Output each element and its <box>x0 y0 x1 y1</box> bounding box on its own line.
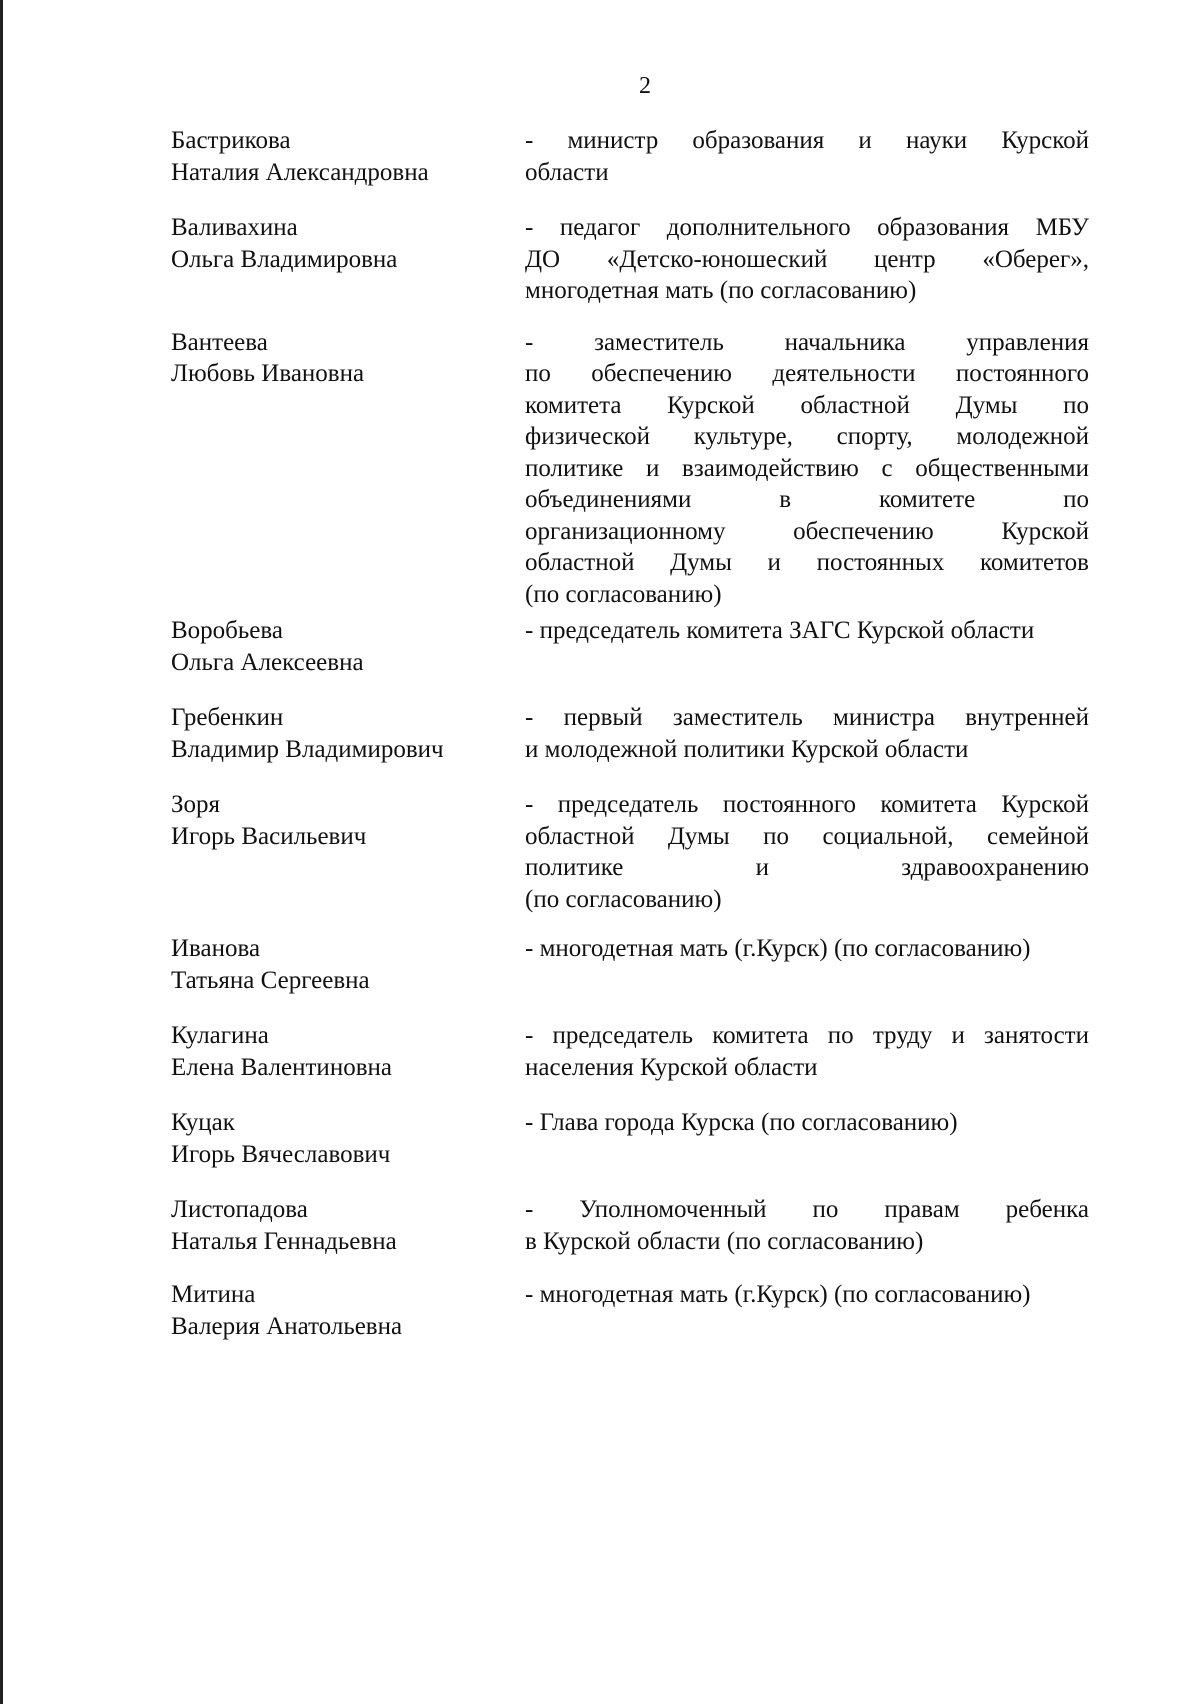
member-role <box>525 327 1089 611</box>
member-given-names: Наталия Александровна <box>171 158 429 186</box>
member-entry <box>171 125 1089 188</box>
member-surname: Иванова <box>171 935 261 962</box>
member-surname: Кулагина <box>171 1022 269 1049</box>
member-role <box>525 1107 1089 1139</box>
member-entry <box>171 789 1089 915</box>
member-entry <box>171 1279 1089 1342</box>
member-role-line: - председатель комитета по труду и занятости <box>525 1022 1089 1049</box>
member-role-line: - многодетная мать (г.Курск) (по согласованию) <box>525 1281 1031 1308</box>
member-role-line: объединениями в комитете по <box>525 486 1089 513</box>
member-entry <box>171 1107 1089 1170</box>
member-role <box>525 615 1089 647</box>
member-role-line: организационному обеспечению Курской <box>525 517 1089 545</box>
member-surname: Куцак <box>171 1109 235 1136</box>
member-role-line: - министр образования и науки Курской <box>525 127 1089 154</box>
member-entry <box>171 615 1089 678</box>
member-entry <box>171 702 1089 765</box>
member-role-line: областной Думы по социальной, семейной <box>525 822 1089 850</box>
member-name <box>171 702 525 765</box>
member-name <box>171 212 525 275</box>
member-given-names: Наталья Геннадьевна <box>171 1227 397 1255</box>
member-name <box>171 1194 525 1257</box>
member-name <box>171 615 525 678</box>
member-name <box>171 789 525 852</box>
member-given-names: Валерия Анатольевна <box>171 1312 403 1340</box>
member-role-line: политике и здравоохранению <box>525 854 1089 881</box>
member-role-line: населения Курской области <box>525 1053 818 1081</box>
member-surname: Гребенкин <box>171 704 284 731</box>
member-role-line: - первый заместитель министра внутренней <box>525 704 1089 731</box>
member-name <box>171 933 525 996</box>
member-role <box>525 212 1089 307</box>
member-role <box>525 789 1089 915</box>
member-role-line: по обеспечению деятельности постоянного <box>525 360 1089 387</box>
member-surname: Валивахина <box>171 214 298 241</box>
member-name <box>171 125 525 188</box>
member-role-line: ДО «Детско-юношеский центр «Оберег», <box>525 245 1089 273</box>
member-surname: Зоря <box>171 791 221 818</box>
member-role-line: комитета Курской областной Думы по <box>525 391 1089 419</box>
member-role-line: в Курской области (по согласованию) <box>525 1227 924 1255</box>
member-surname: Митина <box>171 1281 256 1308</box>
member-given-names: Елена Валентиновна <box>171 1053 392 1081</box>
member-role-line: политике и взаимодействию с общественными <box>525 454 1089 482</box>
member-given-names: Ольга Владимировна <box>171 245 398 273</box>
member-entry <box>171 1020 1089 1083</box>
member-entry <box>171 933 1089 996</box>
member-role <box>525 1020 1089 1083</box>
member-given-names: Ольга Алексеевна <box>171 648 364 676</box>
member-role <box>525 125 1089 188</box>
member-name <box>171 1020 525 1083</box>
member-entry <box>171 1194 1089 1257</box>
member-role-line: многодетная мать (по согласованию) <box>525 277 917 304</box>
member-role-line: - председатель постоянного комитета Курской <box>525 791 1089 818</box>
member-name <box>171 1107 525 1170</box>
member-role-line: физической культуре, спорту, молодежной <box>525 423 1089 450</box>
member-surname: Бастрикова <box>171 127 291 154</box>
member-given-names: Владимир Владимирович <box>171 735 444 763</box>
member-role-line: - Глава города Курска (по согласованию) <box>525 1109 958 1136</box>
member-role-line: - Уполномоченный по правам ребенка <box>525 1196 1089 1223</box>
member-role-line: - многодетная мать (г.Курск) (по согласованию) <box>525 935 1031 962</box>
member-role <box>525 1279 1089 1311</box>
member-entry <box>171 327 1089 611</box>
member-role-line: - заместитель начальника управления <box>525 328 1089 356</box>
member-role <box>525 702 1089 765</box>
member-surname: Вантеева <box>171 328 268 356</box>
member-name <box>171 1279 525 1342</box>
member-given-names: Игорь Васильевич <box>171 822 367 850</box>
member-name <box>171 327 525 390</box>
member-role-line: областной Думы и постоянных комитетов <box>525 549 1089 576</box>
member-role <box>525 1194 1089 1257</box>
member-surname: Воробьева <box>171 617 283 644</box>
page-number: 2 <box>639 73 651 99</box>
member-list <box>171 125 1089 1342</box>
member-role <box>525 933 1089 965</box>
member-surname: Листопадова <box>171 1196 308 1223</box>
member-entry <box>171 212 1089 307</box>
member-role-line: (по согласованию) <box>525 885 722 913</box>
scan-edge <box>0 0 3 1704</box>
member-given-names: Татьяна Сергеевна <box>171 966 370 994</box>
member-role-line: и молодежной политики Курской области <box>525 735 969 763</box>
member-given-names: Игорь Вячеславович <box>171 1140 391 1168</box>
member-role-line: (по согласованию) <box>525 580 722 608</box>
member-given-names: Любовь Ивановна <box>171 360 365 387</box>
member-role-line: - председатель комитета ЗАГС Курской области <box>525 617 1035 644</box>
member-role-line: - педагог дополнительного образования МБУ <box>525 214 1089 241</box>
member-role-line: области <box>525 158 609 186</box>
